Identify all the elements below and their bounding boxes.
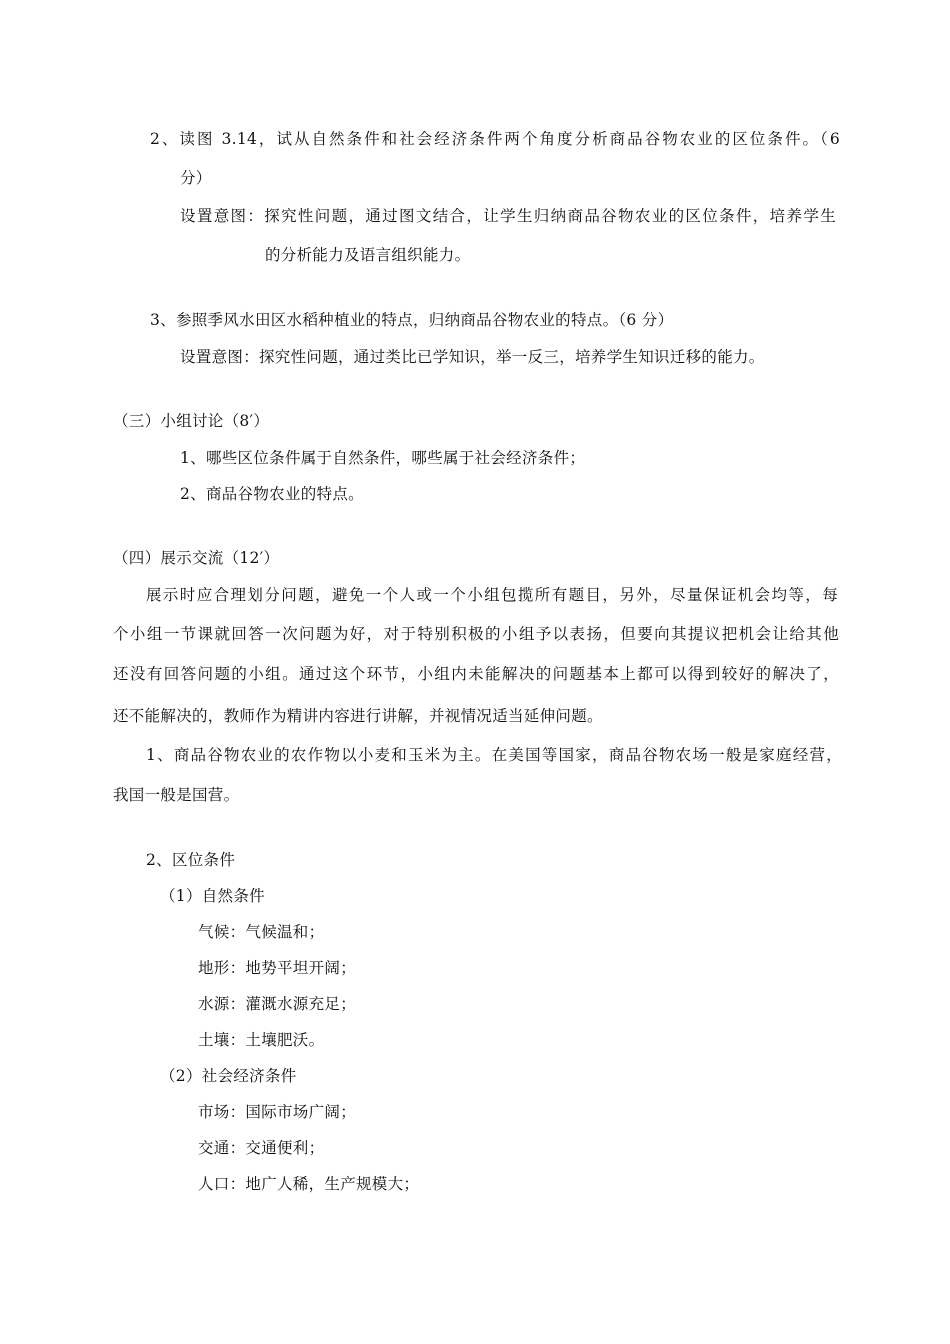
q2-intent-line2: 的分析能力及语言组织能力。 <box>265 246 471 264</box>
section3-heading: （三）小组讨论（8′） <box>113 412 270 430</box>
section4-para-line: 还没有回答问题的小组。通过这个环节，小组内未能解决的问题基本上都可以得到较好的解决了， <box>113 665 839 683</box>
social-conditions-heading: （2）社会经济条件 <box>160 1067 297 1085</box>
section4-para-line: 个小组一节课就回答一次问题为好，对于特别积极的小组予以表扬，但要向其提议把机会让给其他 <box>113 625 839 643</box>
social-item: 人口：地广人稀，生产规模大； <box>198 1175 420 1193</box>
section4-para-line: 展示时应合理划分问题，避免一个人或一个小组包揽所有题目，另外，尽量保证机会均等，每 <box>146 586 838 604</box>
q2-line2: 分） <box>180 169 212 187</box>
natural-item: 水源：灌溉水源充足； <box>198 995 357 1013</box>
natural-item: 土壤：土壤肥沃。 <box>198 1031 325 1049</box>
section4-para-line: 还不能解决的，教师作为精讲内容进行讲解，并视情况适当延伸问题。 <box>113 707 603 725</box>
q3-intent: 设置意图：探究性问题，通过类比已学知识，举一反三，培养学生知识迁移的能力。 <box>180 348 765 366</box>
social-item: 交通：交通便利； <box>198 1139 325 1157</box>
q3-line1: 3、参照季风水田区水稻种植业的特点，归纳商品谷物农业的特点。（6 分） <box>150 311 674 329</box>
point2-heading: 2、区位条件 <box>146 851 236 869</box>
section3-item: 2、商品谷物农业的特点。 <box>180 485 364 503</box>
section4-heading: （四）展示交流（12′） <box>113 549 280 567</box>
q2-line1: 2、读图 3.14，试从自然条件和社会经济条件两个角度分析商品谷物农业的区位条件。（6 <box>150 130 840 148</box>
section3-item: 1、哪些区位条件属于自然条件，哪些属于社会经济条件； <box>180 449 586 467</box>
natural-item: 地形：地势平坦开阔； <box>198 959 357 977</box>
q2-intent-line1: 设置意图：探究性问题，通过图文结合，让学生归纳商品谷物农业的区位条件，培养学生 <box>180 207 836 225</box>
point1-line: 1、商品谷物农业的农作物以小麦和玉米为主。在美国等国家，商品谷物农场一般是家庭经营， <box>146 746 842 764</box>
natural-item: 气候：气候温和； <box>198 923 325 941</box>
natural-conditions-heading: （1）自然条件 <box>160 887 265 905</box>
point1-line: 我国一般是国营。 <box>113 786 240 804</box>
social-item: 市场：国际市场广阔； <box>198 1103 357 1121</box>
